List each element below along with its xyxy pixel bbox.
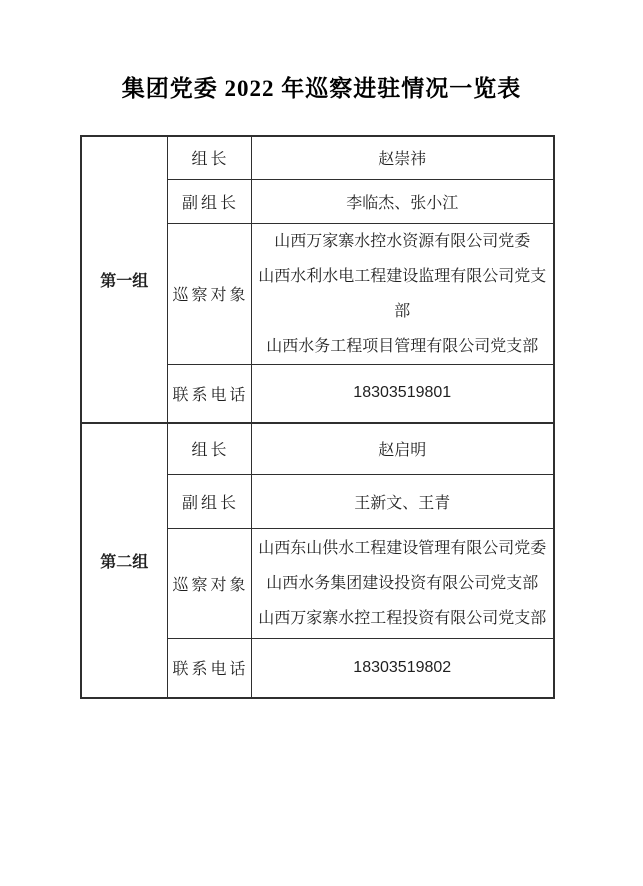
target-line: 山西水务工程项目管理有限公司党支部: [266, 337, 539, 355]
group-1-leader-label: 组长: [167, 136, 251, 179]
table-row: [81, 136, 554, 179]
group-2-name-cell: 第二组: [81, 423, 167, 698]
group-1-phone-value: 18303519801: [251, 364, 554, 423]
target-line: 山西万家寨水控水资源有限公司党委: [274, 232, 531, 250]
group-1-deputy-value: 李临杰、张小江: [251, 179, 554, 223]
group-2-leader-label: 组长: [167, 423, 251, 474]
group-2-phone-label: 联系电话: [167, 638, 251, 698]
target-line: 山西水务集团建设投资有限公司党支部: [266, 574, 539, 592]
group-2-deputy-label: 副组长: [167, 474, 251, 528]
page-title: 集团党委 2022 年巡察进驻情况一览表: [121, 76, 522, 101]
group-1-phone-label: 联系电话: [167, 364, 251, 423]
target-line: 山西万家寨水控工程投资有限公司党支部: [258, 609, 547, 627]
group-2-targets-label: 巡察对象: [167, 528, 251, 638]
group-2-phone-value: 18303519802: [251, 638, 554, 698]
target-line: 山西东山供水工程建设管理有限公司党委: [258, 539, 547, 557]
group-2-targets-value: [251, 528, 554, 638]
group-1-leader-value: 赵崇祎: [251, 136, 554, 179]
group-1-targets-value: [251, 223, 554, 364]
target-line: 山西水利水电工程建设监理有限公司党支部: [258, 267, 547, 320]
group-1-name-cell: 第一组: [81, 136, 167, 423]
group-1-targets-label: 巡察对象: [167, 223, 251, 364]
group-2-leader-value: 赵启明: [251, 423, 554, 474]
inspection-table: [80, 135, 555, 699]
table-row: [81, 423, 554, 474]
group-1-deputy-label: 副组长: [167, 179, 251, 223]
group-2-deputy-value: 王新文、王青: [251, 474, 554, 528]
